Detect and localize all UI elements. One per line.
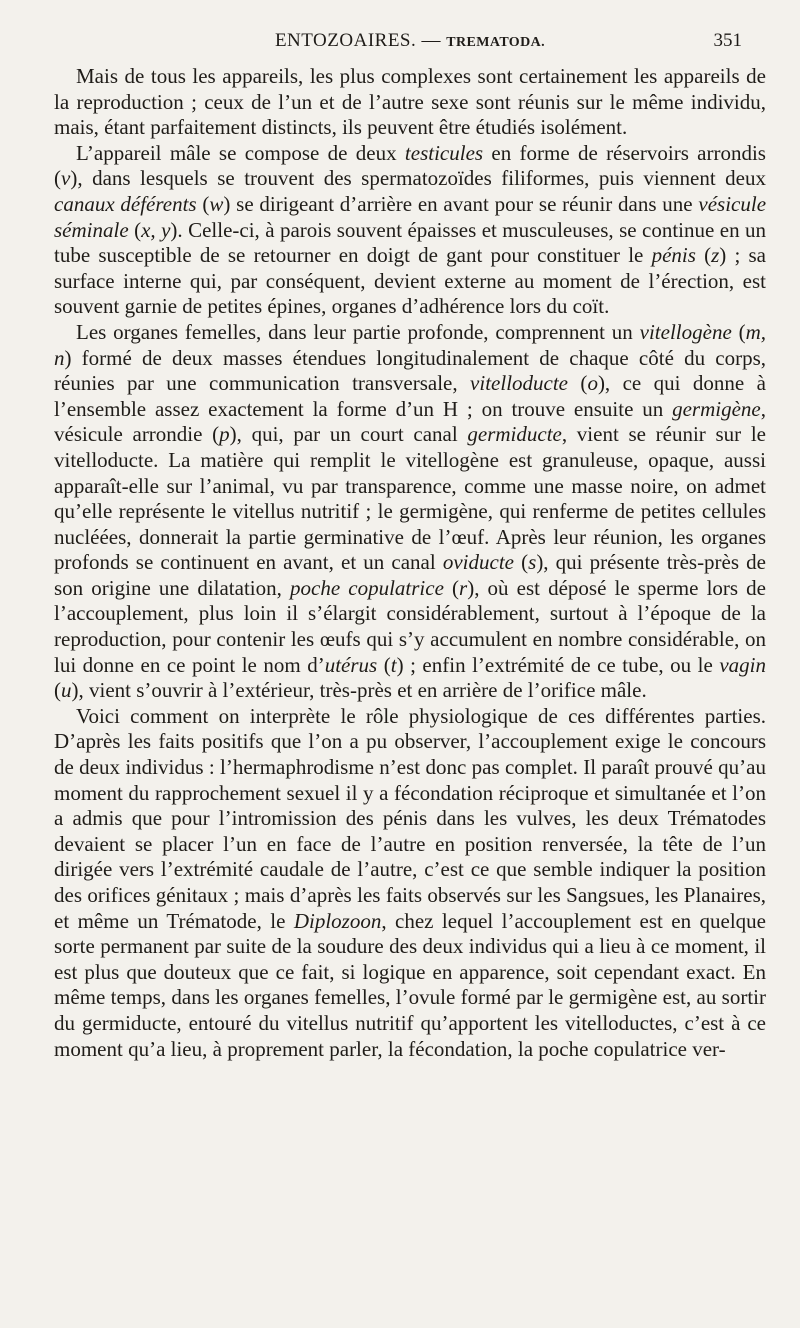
text-run: ), dans lesquels se trouvent des spermatozoïdes filiformes, puis viennent deux (70, 166, 766, 191)
text-run: ( (377, 652, 391, 677)
text-run: ( (514, 550, 529, 575)
italic-term: u (61, 678, 72, 703)
italic-term: p (219, 422, 230, 447)
italic-term: testicules (404, 140, 484, 165)
text-run: ( (568, 371, 588, 396)
text-run: ( (128, 217, 142, 242)
italic-term: t (390, 652, 397, 677)
text-run: ) ; enfin l’extrémité de ce tube, ou le (396, 652, 720, 677)
text-run: ), où est déposé le sperme lors de l’accouplement, plus loin il s’élargit considérablement, surtout à l’époque de la reproduction, pour contenir les œufs qui s’y accumulent en nombre considérable, on lui donne en ce point le nom d’ (54, 575, 766, 677)
italic-term: v (61, 166, 71, 191)
italic-term: germiducte (467, 422, 562, 447)
italic-term: o (587, 371, 598, 396)
text-run: ( (54, 678, 61, 703)
italic-term: m, n (54, 319, 766, 370)
italic-term: x, y (141, 217, 171, 242)
text-run: Voici comment on interprète le rôle physiologique de ces différentes parties. D’après les faits positifs que l’on a pu observer, l’accouplement exige le concours de deux individus : l’hermaphrodisme n’est donc pas complet. Il paraît prouvé qu’au moment du rapprochement sexuel il y a fécondation réciproque et simultanée et l’on a admis que pour l’intromission des pénis dans les vulves, les deux Trématodes devaient se placer l’un en face de l’autre en position renversée, la tête de l’un dirigée vers l’extrémité caudale de l’autre, c’est ce que semble indiquer la position des orifices génitaux ; mais d’après les faits observés sur les Sangsues, les Planaires, et même un Trématode, le (54, 703, 766, 933)
italic-term: poche copulatrice (290, 575, 444, 600)
italic-term: s (528, 550, 537, 575)
header-dash: — (416, 30, 447, 51)
text-run: ), vient s’ouvrir à l’extérieur, très-près et en arrière de l’orifice mâle. (71, 678, 647, 703)
text-run: ) formé de deux masses étendues longitudinalement de chaque côté du corps, réunies par une communication transversale, (54, 345, 766, 396)
body-text (54, 64, 766, 1062)
header-subtitle: TREMATODA. (446, 35, 546, 50)
text-run: Mais de tous les appareils, les plus complexes sont certainement les appareils de la reproduction ; ceux de l’un et de l’autre sexe sont réunis sur le même individu, mais, étant parfaitement distincts, ils peuvent être étudiés isolément. (54, 64, 766, 140)
italic-term: oviducte (442, 550, 514, 575)
running-title (54, 30, 766, 52)
paragraph-p4 (54, 704, 766, 1062)
italic-term: pénis (651, 243, 696, 268)
paragraph-p2 (54, 141, 766, 320)
page-number: 351 (713, 30, 742, 51)
italic-term: vitellogène (639, 319, 732, 344)
italic-term: Diplozoon (293, 908, 382, 933)
italic-term: vitelloducte (470, 371, 569, 396)
text-run: ( (695, 243, 712, 268)
paragraph-p1 (54, 64, 766, 141)
text-run: , vésicule arrondie ( (54, 396, 766, 447)
italic-term: w (209, 191, 224, 216)
italic-term: canaux déférents (54, 191, 197, 216)
italic-term: vésicule séminale (54, 191, 767, 242)
text-run: ( (443, 575, 460, 600)
text-run: ). Celle-ci, à parois souvent épaisses et musculeuses, se continue en un tube susceptible de se retourner en doigt de gant pour constituer le (54, 217, 766, 268)
text-run: ), ce qui donne à l’ensemble assez exactement la forme d’un H ; on trouve ensuite un (54, 371, 766, 421)
text-run: , vient se réunir sur le vitelloducte. La matière qui remplit le vitellogène est granuleuse, opaque, aussi apparaît-elle sur l’animal, vu par transparence, comme une masse noire, on admet qu’elle représente le vitellus nutritif ; le germigène, qui renferme de petites cellules nucléées, donnerait la partie germinative de l’œuf. Après leur réunion, les organes profonds se continuent en avant, et un canal (54, 422, 766, 575)
text-run: ), qui, par un court canal (229, 422, 468, 447)
text-run: ) se dirigeant d’arrière en avant pour se réunir dans une (223, 191, 699, 216)
text-run: ( (731, 319, 746, 344)
italic-term: utérus (324, 652, 378, 677)
text-run: L’appareil mâle se compose de deux (76, 140, 405, 165)
italic-term: z (711, 243, 720, 268)
italic-term: r (459, 575, 468, 600)
header-title: ENTOZOAIRES. (274, 30, 417, 51)
text-run: en forme de réservoirs arrondis ( (54, 140, 766, 191)
text-run: ) ; sa surface interne qui, par conséquent, devient externe au moment de l’érection, est souvent garnie de petites épines, organes d’adhérence lors du coït. (54, 243, 767, 319)
text-run: ), qui présente très-près de son origine une dilatation, (54, 550, 766, 600)
running-head (54, 30, 766, 60)
text-run: ( (196, 191, 210, 216)
italic-term: vagin (719, 652, 766, 677)
paragraph-p3 (54, 320, 766, 704)
text-run: Les organes femelles, dans leur partie profonde, comprennent un (76, 319, 640, 344)
text-run: , chez lequel l’accouplement est en quelque sorte permanent par suite de la soudure des deux individus qui a lieu à ce moment, il est plus que douteux que ce fait, si logique en apparence, soit cependant exact. En même temps, dans les organes femelles, l’ovule formé par le germigène est, au sortir du germiducte, entouré du vitellus nutritif qu’apportent les vitelloductes, c’est à ce moment qu’a lieu, à proprement parler, la fécondation, la poche copulatrice ver- (54, 908, 766, 1061)
italic-term: germigène (672, 396, 761, 421)
